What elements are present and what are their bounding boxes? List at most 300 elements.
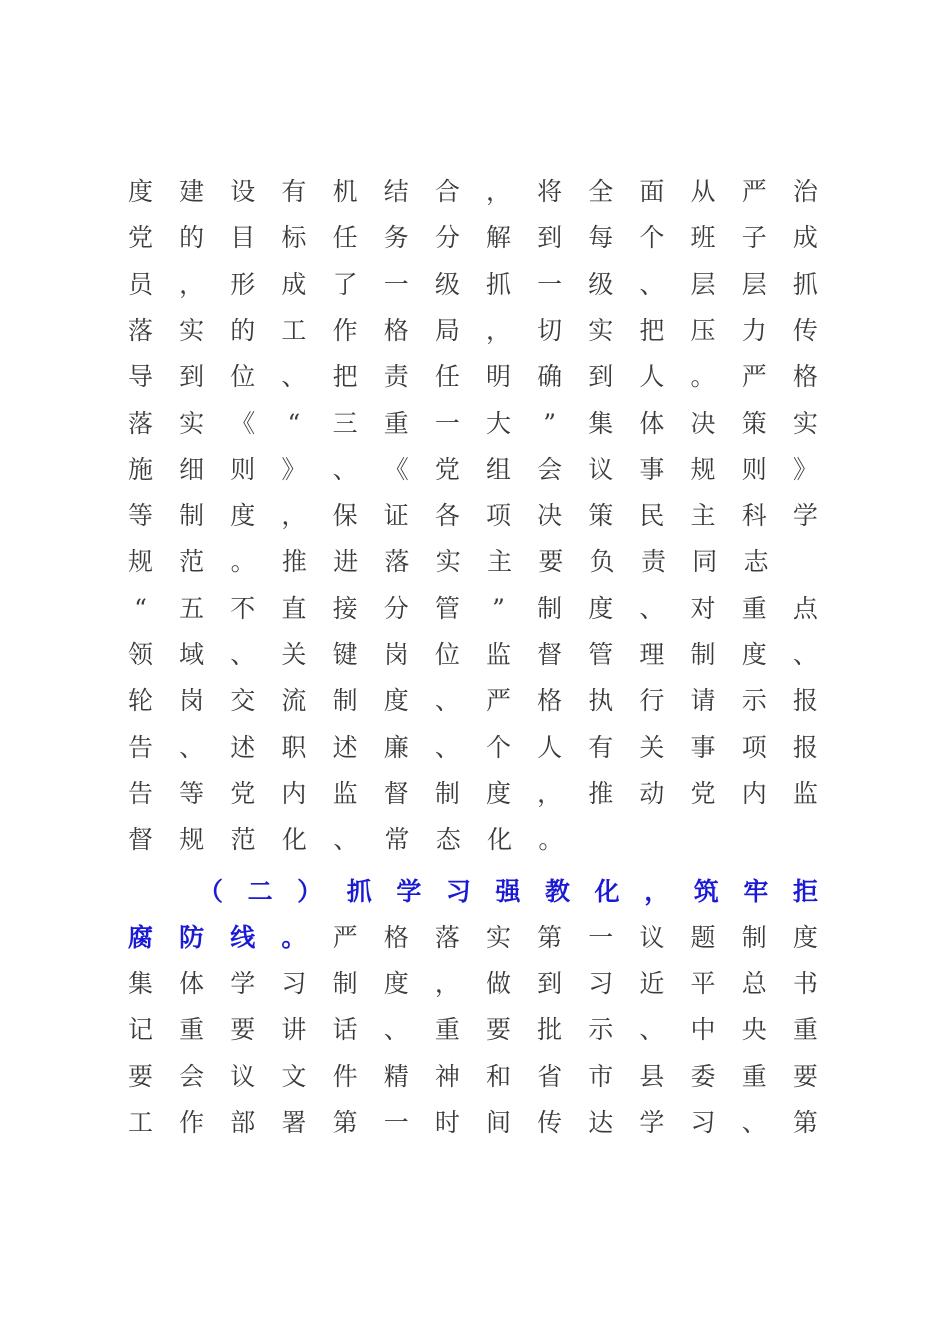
- text-char: 领: [128, 640, 154, 669]
- text-char: 一: [588, 923, 614, 952]
- text-char: 度: [485, 778, 511, 808]
- text-char: 和: [485, 1061, 511, 1091]
- text-char: 规: [690, 454, 716, 484]
- text-char: 总: [741, 969, 767, 998]
- text-char: 教: [545, 877, 571, 906]
- text-char: 从: [690, 177, 716, 206]
- text-char: 示: [741, 686, 767, 716]
- text-char: 成: [281, 269, 307, 299]
- text-char: 作: [179, 1107, 205, 1137]
- text-char: 范: [230, 825, 256, 855]
- text-char: 到: [537, 969, 563, 998]
- text-char: 明: [485, 362, 511, 392]
- text-char: 重: [434, 1015, 460, 1045]
- text-char: 、: [639, 269, 665, 299]
- text-char: 个: [639, 223, 665, 253]
- text-char: 实: [485, 923, 511, 952]
- text-char: 策: [741, 408, 767, 438]
- text-char: 格: [537, 686, 563, 716]
- text-char: 报: [792, 732, 818, 762]
- text-char: 导: [128, 362, 154, 392]
- text-char: 有: [281, 177, 307, 206]
- text-char: 题: [690, 923, 716, 952]
- text-char: 等: [179, 778, 205, 808]
- text-char: 第: [332, 1107, 358, 1137]
- text-char: 结: [383, 177, 409, 206]
- text-char: 文: [281, 1061, 307, 1091]
- text-char: 治: [792, 177, 818, 206]
- text-char: 》: [792, 454, 818, 484]
- text-char: 项: [485, 501, 511, 531]
- text-char: 制: [179, 501, 205, 531]
- text-char: 议: [230, 1061, 256, 1091]
- text-char: 学: [639, 1107, 665, 1137]
- text-char: 、: [639, 1015, 665, 1045]
- text-char: 级: [588, 269, 614, 299]
- text-char: 牢: [743, 877, 769, 906]
- text-char: 。: [690, 362, 716, 392]
- text-char: 格: [383, 923, 409, 952]
- text-char: 严: [741, 362, 767, 392]
- text-char: 制: [332, 969, 358, 998]
- text-char: 神: [434, 1061, 460, 1091]
- text-char: ，: [281, 501, 307, 531]
- text-char: 责: [383, 362, 409, 392]
- text-char: 形: [230, 269, 256, 299]
- text-char: 、: [792, 640, 818, 669]
- text-char: 有: [588, 732, 614, 762]
- text-char: 落: [384, 547, 410, 577]
- text-char: 关: [281, 640, 307, 669]
- text-char: 化: [487, 825, 513, 855]
- text-char: 拒: [792, 877, 818, 906]
- text-char: 线: [230, 923, 256, 952]
- text-char: 面: [639, 177, 665, 206]
- text-char: 对: [690, 593, 716, 623]
- text-line: [128, 678, 818, 724]
- text-char: 落: [128, 408, 154, 438]
- text-char: 民: [639, 501, 665, 531]
- text-char: 执: [588, 686, 614, 716]
- text-line: [128, 586, 818, 632]
- text-char: 同: [692, 547, 718, 577]
- text-char: ，: [644, 877, 670, 906]
- text-char: 署: [281, 1107, 307, 1137]
- text-char: 工: [281, 315, 307, 345]
- text-char: 、: [230, 640, 256, 669]
- text-char: 制: [434, 778, 460, 808]
- text-char: 职: [281, 732, 307, 762]
- text-char: 重: [741, 593, 767, 623]
- text-char: 保: [332, 501, 358, 531]
- text-char: 书: [792, 969, 818, 998]
- text-line: [128, 401, 818, 447]
- text-char: 格: [792, 362, 818, 392]
- text-char: 局: [434, 315, 460, 345]
- text-line: [128, 539, 818, 585]
- text-char: 主: [690, 501, 716, 531]
- text-char: 。: [230, 547, 256, 577]
- text-line: [128, 961, 818, 1007]
- text-char: 细: [179, 454, 205, 484]
- text-char: 组: [485, 454, 511, 484]
- text-char: 集: [128, 969, 154, 998]
- text-char: 督: [128, 825, 154, 855]
- text-line: [128, 354, 818, 400]
- text-char: 分: [383, 593, 409, 623]
- text-line: [128, 1007, 818, 1053]
- text-char: ，: [434, 969, 460, 998]
- text-char: 员: [128, 269, 154, 299]
- text-char: 《: [230, 408, 256, 438]
- text-char: 》: [281, 454, 307, 484]
- text-char: 动: [639, 778, 665, 808]
- text-char: 议: [588, 454, 614, 484]
- text-line: [128, 447, 818, 493]
- text-char: 轮: [128, 686, 154, 716]
- text-char: 实: [588, 315, 614, 345]
- text-char: 人: [537, 732, 563, 762]
- text-char: 化: [594, 877, 620, 906]
- text-char: 廉: [383, 732, 409, 762]
- text-char: 、: [741, 1107, 767, 1137]
- text-char: 标: [281, 223, 307, 253]
- text-char: 度: [588, 593, 614, 623]
- text-char: 实: [179, 408, 205, 438]
- text-char: 学: [792, 501, 818, 531]
- text-char: 平: [690, 969, 716, 998]
- text-char: 请: [690, 686, 716, 716]
- text-line: [128, 817, 818, 863]
- text-char: 内: [741, 778, 767, 808]
- text-char: 设: [230, 177, 256, 206]
- text-char: 、: [383, 1015, 409, 1045]
- text-char: 实: [792, 408, 818, 438]
- text-char: 告: [128, 732, 154, 762]
- text-char: 的: [179, 223, 205, 253]
- text-char: 重: [741, 1061, 767, 1091]
- text-char: 岗: [179, 686, 205, 716]
- text-char: 间: [485, 1107, 511, 1137]
- text-char: 态: [435, 825, 461, 855]
- text-char: 关: [639, 732, 665, 762]
- text-char: 强: [495, 877, 521, 906]
- text-char: 制: [332, 686, 358, 716]
- text-char: 度: [230, 501, 256, 531]
- text-char: 解: [485, 223, 511, 253]
- text-char: 证: [383, 501, 409, 531]
- text-char: 示: [588, 1015, 614, 1045]
- text-char: 内: [281, 778, 307, 808]
- text-char: 述: [230, 732, 256, 762]
- text-char: 要: [230, 1015, 256, 1045]
- text-char: 度: [128, 177, 154, 206]
- text-char: 三: [332, 408, 358, 438]
- text-char: 制: [741, 923, 767, 952]
- text-char: 行: [639, 686, 665, 716]
- text-line: [128, 493, 818, 539]
- text-char: 。: [538, 825, 564, 855]
- text-char: 习: [281, 969, 307, 998]
- text-char: 推: [588, 778, 614, 808]
- text-char: 央: [741, 1015, 767, 1045]
- text-char: 精: [383, 1061, 409, 1091]
- text-char: 中: [690, 1015, 716, 1045]
- text-char: 报: [792, 686, 818, 716]
- text-char: 格: [383, 315, 409, 345]
- text-char: 键: [332, 640, 358, 669]
- text-char: 、: [434, 686, 460, 716]
- text-char: ”: [543, 408, 557, 438]
- text-char: 推: [281, 547, 307, 577]
- text-char: 学: [396, 877, 422, 906]
- text-char: 了: [332, 269, 358, 299]
- text-char: 度: [383, 969, 409, 998]
- text-char: 一: [383, 269, 409, 299]
- text-char: 项: [741, 732, 767, 762]
- text-char: 责: [640, 547, 666, 577]
- text-char: 第: [792, 1107, 818, 1137]
- text-char: 党: [434, 454, 460, 484]
- text-char: 制: [537, 593, 563, 623]
- text-char: 、: [179, 732, 205, 762]
- text-char: 规: [128, 547, 154, 577]
- text-char: 监: [792, 778, 818, 808]
- text-char: 第: [537, 923, 563, 952]
- text-char: 监: [485, 640, 511, 669]
- text-line: [128, 632, 818, 678]
- text-char: 重: [792, 1015, 818, 1045]
- text-char: 严: [332, 923, 358, 952]
- text-line: [128, 771, 818, 817]
- text-char: 记: [128, 1015, 154, 1045]
- text-char: 事: [690, 732, 716, 762]
- text-char: 志: [743, 547, 769, 577]
- text-char: 做: [485, 969, 511, 998]
- text-char: 化: [281, 825, 307, 855]
- text-char: 切: [537, 315, 563, 345]
- text-char: 的: [230, 315, 256, 345]
- text-char: 述: [332, 732, 358, 762]
- text-char: 到: [588, 362, 614, 392]
- text-char: 件: [332, 1061, 358, 1091]
- text-char: 习: [445, 877, 471, 906]
- text-char: 进: [333, 547, 359, 577]
- text-char: 到: [179, 362, 205, 392]
- text-char: 人: [639, 362, 665, 392]
- text-char: 个: [485, 732, 511, 762]
- text-char: 各: [434, 501, 460, 531]
- text-char: 习: [690, 1107, 716, 1137]
- text-char: 会: [537, 454, 563, 484]
- text-char: 常: [384, 825, 410, 855]
- text-char: 等: [128, 501, 154, 531]
- text-char: 不: [230, 593, 256, 623]
- text-char: 确: [537, 362, 563, 392]
- text-char: 任: [332, 223, 358, 253]
- text-char: 要: [485, 1015, 511, 1045]
- text-char: 到: [537, 223, 563, 253]
- text-char: 施: [128, 454, 154, 484]
- text-char: 度: [792, 923, 818, 952]
- text-char: 把: [332, 362, 358, 392]
- text-char: 全: [588, 177, 614, 206]
- text-char: 合: [434, 177, 460, 206]
- text-char: 防: [179, 923, 205, 952]
- text-char: 大: [485, 408, 511, 438]
- text-char: 。: [281, 923, 307, 952]
- text-char: 层: [690, 269, 716, 299]
- text-char: “: [134, 593, 147, 623]
- text-char: 决: [537, 501, 563, 531]
- text-char: 工: [128, 1107, 154, 1137]
- text-char: 负: [589, 547, 615, 577]
- text-char: 、: [333, 825, 359, 855]
- text-char: 事: [639, 454, 665, 484]
- text-char: 实: [435, 547, 461, 577]
- text-char: 实: [179, 315, 205, 345]
- text-char: 管: [434, 593, 460, 623]
- text-char: 筑: [693, 877, 719, 906]
- text-char: 岗: [383, 640, 409, 669]
- text-char: 抓: [792, 269, 818, 299]
- text-char: 二: [247, 877, 273, 906]
- text-char: 管: [588, 640, 614, 669]
- text-char: 话: [332, 1015, 358, 1045]
- text-line: [128, 215, 818, 261]
- text-char: 告: [128, 778, 154, 808]
- text-char: 域: [179, 640, 205, 669]
- text-line: [128, 725, 818, 771]
- text-char: 机: [332, 177, 358, 206]
- text-char: 主: [487, 547, 513, 577]
- text-char: 讲: [281, 1015, 307, 1045]
- text-char: ，: [485, 177, 511, 206]
- text-char: 体: [639, 408, 665, 438]
- text-char: 点: [792, 593, 818, 623]
- text-char: 班: [690, 223, 716, 253]
- text-char: 重: [383, 408, 409, 438]
- text-char: 议: [639, 923, 665, 952]
- text-char: 督: [383, 778, 409, 808]
- text-char: 《: [383, 454, 409, 484]
- text-line: [128, 262, 818, 308]
- text-char: 度: [741, 640, 767, 669]
- text-char: 、: [434, 732, 460, 762]
- text-char: 传: [792, 315, 818, 345]
- text-char: 落: [128, 315, 154, 345]
- text-char: 交: [230, 686, 256, 716]
- text-line: [128, 169, 818, 215]
- text-char: 范: [179, 547, 205, 577]
- text-char: 党: [690, 778, 716, 808]
- text-char: 位: [230, 362, 256, 392]
- text-line: [128, 308, 818, 354]
- text-char: 层: [741, 269, 767, 299]
- text-char: 时: [434, 1107, 460, 1137]
- text-char: 子: [741, 223, 767, 253]
- text-char: 一: [383, 1107, 409, 1137]
- text-char: ）: [297, 877, 323, 906]
- text-char: 五: [179, 593, 205, 623]
- text-char: 则: [741, 454, 767, 484]
- text-char: 度: [383, 686, 409, 716]
- text-char: 习: [588, 969, 614, 998]
- text-char: 、: [281, 362, 307, 392]
- text-char: 落: [434, 923, 460, 952]
- text-char: 建: [179, 177, 205, 206]
- text-char: 严: [485, 686, 511, 716]
- text-char: （: [198, 877, 224, 906]
- text-char: ”: [492, 593, 505, 623]
- text-char: 成: [792, 223, 818, 253]
- text-char: 党: [128, 223, 154, 253]
- text-char: 理: [639, 640, 665, 669]
- text-char: 要: [538, 547, 564, 577]
- text-char: 腐: [128, 923, 154, 952]
- text-char: 学: [230, 969, 256, 998]
- text-char: 流: [281, 686, 307, 716]
- text-char: 批: [537, 1015, 563, 1045]
- text-char: 压: [690, 315, 716, 345]
- text-char: 则: [230, 454, 256, 484]
- text-char: 、: [332, 454, 358, 484]
- text-char: 传: [537, 1107, 563, 1137]
- text-char: 策: [588, 501, 614, 531]
- text-char: 抓: [346, 877, 372, 906]
- text-char: “: [287, 408, 301, 438]
- text-char: 部: [230, 1107, 256, 1137]
- text-char: 位: [434, 640, 460, 669]
- text-char: 级: [434, 269, 460, 299]
- text-char: 省: [537, 1061, 563, 1091]
- text-char: 要: [792, 1061, 818, 1091]
- text-char: 严: [741, 177, 767, 206]
- section-heading-continued: [128, 915, 818, 961]
- text-char: 督: [537, 640, 563, 669]
- text-char: 将: [537, 177, 563, 206]
- text-char: 党: [230, 778, 256, 808]
- text-char: 力: [741, 315, 767, 345]
- text-char: 、: [639, 593, 665, 623]
- text-char: 集: [588, 408, 614, 438]
- section-heading: [198, 869, 818, 915]
- text-char: 一: [537, 269, 563, 299]
- text-char: 近: [639, 969, 665, 998]
- text-char: 一: [434, 408, 460, 438]
- text-char: 作: [332, 315, 358, 345]
- text-char: 任: [434, 362, 460, 392]
- text-char: ，: [485, 315, 511, 345]
- text-char: 每: [588, 223, 614, 253]
- text-char: 科: [741, 501, 767, 531]
- text-char: 直: [281, 593, 307, 623]
- text-char: 把: [639, 315, 665, 345]
- text-char: ，: [179, 269, 205, 299]
- text-char: 会: [179, 1061, 205, 1091]
- text-char: 抓: [485, 269, 511, 299]
- text-line: [128, 1054, 818, 1100]
- text-char: 制: [690, 640, 716, 669]
- text-char: 委: [690, 1061, 716, 1091]
- text-char: ，: [537, 778, 563, 808]
- text-char: 分: [434, 223, 460, 253]
- text-char: 重: [179, 1015, 205, 1045]
- text-char: 规: [179, 825, 205, 855]
- text-char: 接: [332, 593, 358, 623]
- text-char: 务: [383, 223, 409, 253]
- text-char: 决: [690, 408, 716, 438]
